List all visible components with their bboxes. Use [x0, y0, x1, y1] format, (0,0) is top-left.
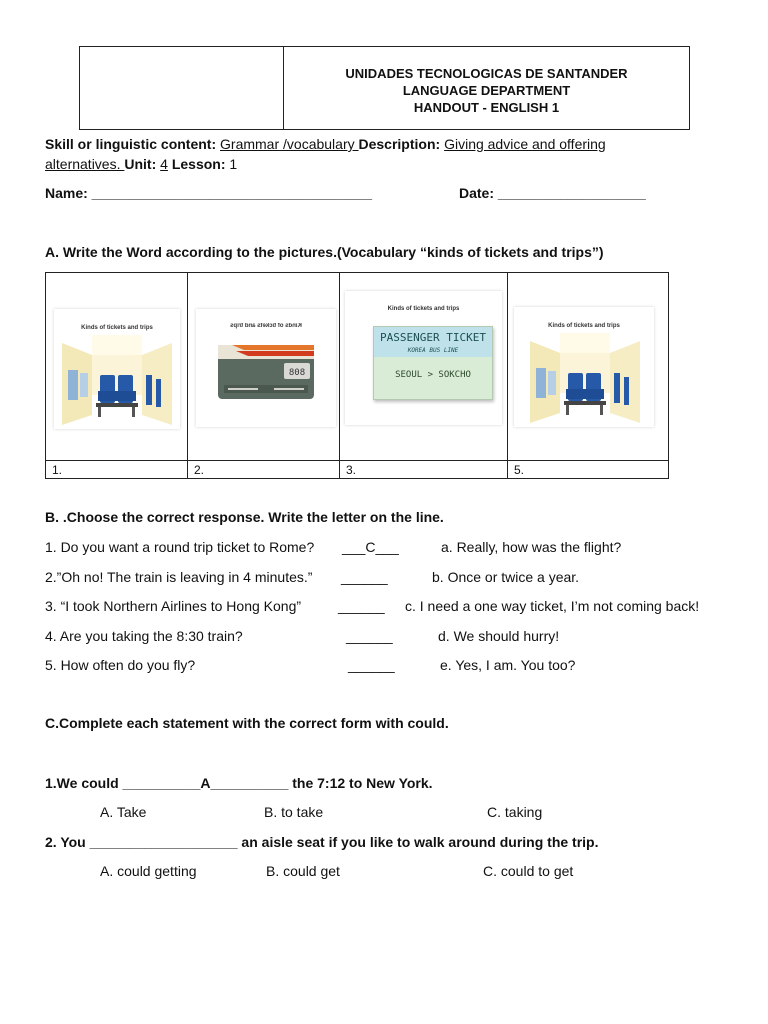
- train-ticket-icon: [214, 341, 324, 403]
- name-field[interactable]: Name: ____________________________________: [45, 185, 372, 201]
- header-box: [79, 46, 690, 130]
- picture-caption: Kinds of tickets and trips: [81, 325, 153, 331]
- option-b: B. could get: [266, 863, 340, 879]
- unit-label: Unit:: [124, 156, 157, 172]
- response-option: d. We should hurry!: [438, 628, 560, 644]
- date-field[interactable]: Date: ___________________: [459, 185, 646, 201]
- ticket-number: 808: [288, 368, 306, 378]
- option-a: A. Take: [100, 804, 147, 820]
- picture-caption: Kinds of tickets and trips: [230, 323, 302, 329]
- lesson-value: 1: [229, 156, 238, 172]
- description-value-cont: alternatives.: [45, 156, 125, 172]
- picture-number: 3.: [346, 463, 357, 477]
- train-seats-icon: [530, 333, 640, 423]
- picture-caption: Kinds of tickets and trips: [548, 323, 620, 329]
- pictures-table: [45, 272, 669, 479]
- train-seats-icon: [62, 335, 172, 425]
- picture-number: 2.: [194, 463, 205, 477]
- picture-caption: Kinds of tickets and trips: [387, 306, 460, 312]
- answer-blank[interactable]: ______: [348, 657, 395, 673]
- skill-value: Grammar /vocabulary: [220, 136, 359, 152]
- description-value: Giving advice and offering: [444, 136, 606, 152]
- answer-blank[interactable]: ______: [338, 598, 385, 614]
- picture-number: 1.: [52, 463, 63, 477]
- table-divider: [507, 273, 508, 478]
- question-text: 2.”Oh no! The train is leaving in 4 minutes.”: [45, 569, 313, 585]
- question-text: 3. “I took Northern Airlines to Hong Kong”: [45, 598, 302, 614]
- section-a-title: A. Write the Word according to the pictures.(Vocabulary “kinds of tickets and trips”): [45, 244, 604, 260]
- picture-2: [196, 309, 336, 427]
- ticket-subtitle: KOREA BUS LINE: [407, 347, 459, 354]
- answer-blank[interactable]: ______: [346, 628, 393, 644]
- section-c-title: C.Complete each statement with the correct form with could.: [45, 715, 449, 731]
- question-text: 5. How often do you fly?: [45, 657, 196, 673]
- picture-4: [514, 307, 654, 427]
- response-option: a. Really, how was the flight?: [441, 539, 622, 555]
- lesson-label: Lesson:: [171, 156, 226, 172]
- passenger-ticket-icon: [373, 326, 493, 400]
- handout-title: HANDOUT - ENGLISH 1: [413, 100, 560, 115]
- header-titles: [284, 65, 689, 116]
- question-text: 1. Do you want a round trip ticket to Rome?: [45, 539, 315, 555]
- statement-2: 2. You ___________________ an aisle seat if you like to walk around during the trip.: [45, 834, 599, 850]
- skill-label: Skill or linguistic content:: [45, 136, 217, 152]
- department-name: LANGUAGE DEPARTMENT: [402, 83, 571, 98]
- answer-blank[interactable]: ______: [341, 569, 388, 585]
- option-b: B. to take: [264, 804, 324, 820]
- response-option: c. I need a one way ticket, I’m not coming back!: [405, 598, 700, 614]
- meta-line-2: [45, 156, 237, 172]
- option-c: C. could to get: [483, 863, 574, 879]
- picture-1: [54, 309, 180, 429]
- statement-1: 1.We could __________A__________ the 7:12 to New York.: [45, 775, 433, 791]
- response-option: b. Once or twice a year.: [432, 569, 580, 585]
- table-divider: [339, 273, 340, 478]
- option-c: C. taking: [487, 804, 543, 820]
- picture-3: [345, 291, 502, 425]
- section-b-title: B. .Choose the correct response. Write the letter on the line.: [45, 509, 444, 525]
- ticket-route: SEOUL > SOKCHO: [395, 370, 471, 380]
- table-divider: [46, 460, 668, 461]
- meta-line-1: [45, 136, 606, 152]
- description-label: Description:: [358, 136, 441, 152]
- picture-number: 5.: [514, 463, 525, 477]
- ticket-title: PASSENGER TICKET: [380, 331, 486, 344]
- institution-name: UNIDADES TECNOLOGICAS DE SANTANDER: [345, 66, 628, 81]
- response-option: e. Yes, I am. You too?: [440, 657, 576, 673]
- answer-blank[interactable]: ___C___: [342, 539, 399, 555]
- unit-value: 4: [160, 156, 168, 172]
- question-text: 4. Are you taking the 8:30 train?: [45, 628, 243, 644]
- table-divider: [187, 273, 188, 478]
- option-a: A. could getting: [100, 863, 197, 879]
